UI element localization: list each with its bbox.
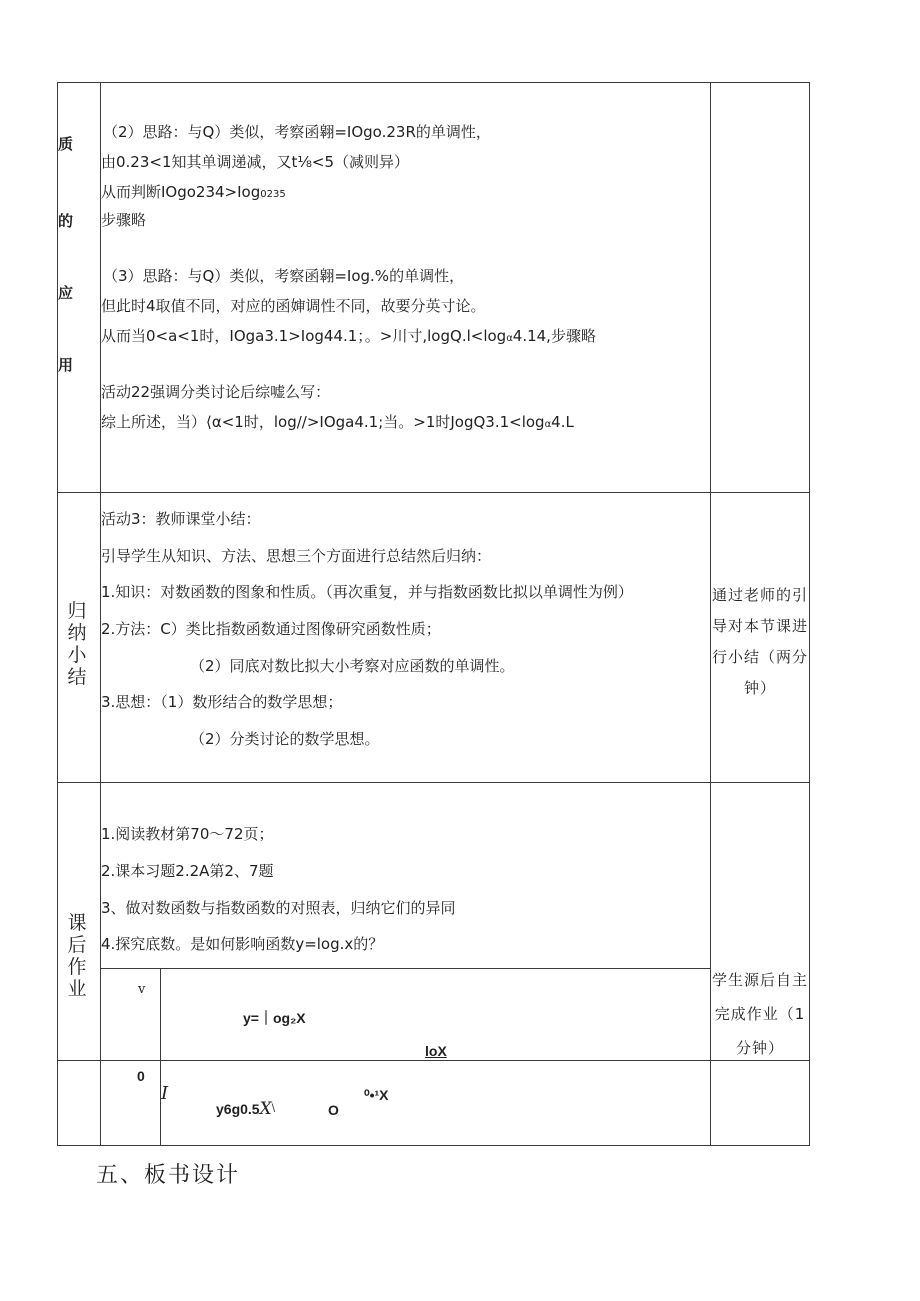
content-line: 步骤略 xyxy=(101,211,147,229)
content-line: 2.方法：C）类比指数函数通过图像研究函数性质； xyxy=(101,620,441,638)
side-char: 的 xyxy=(58,212,74,230)
content-line: 1.阅读教材第70～72页； xyxy=(101,825,274,843)
content-line: （3）思路：与Q）类似，考察函翱=Iog.%的单调性， xyxy=(103,267,465,285)
graph-mark: I xyxy=(161,1083,169,1104)
student-note: 学生源后自主 完成作业（1 分钟） xyxy=(711,971,808,1057)
content-line: 2.课本习题2.2A第2、7题 xyxy=(101,862,274,880)
content-line: 由0.23<1知其单调递减，又t⅛<5（减则异） xyxy=(101,153,410,171)
table-border-left xyxy=(57,82,58,1146)
graph-left-border xyxy=(160,968,161,1146)
side-char: 业 xyxy=(67,978,87,1000)
graph-axis-label: loX xyxy=(425,1043,447,1059)
content-line: 从而当0<a<1时，IOga3.1>Iog44.1；。>川寸,logQ.l<logα4.14,步骤略 xyxy=(101,327,596,345)
side-char: 作 xyxy=(67,956,87,978)
row-divider-2 xyxy=(57,782,809,783)
content-line: （2）分类讨论的数学思想。 xyxy=(190,730,380,748)
subscript: α xyxy=(544,419,552,430)
graph-origin-label: O xyxy=(328,1102,339,1118)
content-line: 活动22强调分类讨论后综嘘么写： xyxy=(101,383,331,401)
table-border-top xyxy=(57,82,809,83)
content-line: 3、做对数函数与指数函数的对照表，归纳它们的异同 xyxy=(101,899,456,917)
content-line: 综上所述，当）⟨α<1时，log//>IOga4.1;当。>1时JogQ3.1<logα4.L xyxy=(101,413,574,431)
graph-axis-label: v xyxy=(138,982,146,997)
teacher-note: 通过老师的引 导对本节课进 行小结（两分 钟） xyxy=(711,586,808,697)
graph-curve-label: y6g0.5X\ xyxy=(216,1099,276,1119)
side-char: 结 xyxy=(67,666,87,688)
section-heading: 五、板书设计 xyxy=(96,1163,241,1188)
graph-origin-label: 0 xyxy=(137,1068,145,1084)
side-char: 课 xyxy=(67,912,87,934)
content-line: 引导学生从知识、方法、思想三个方面进行总结然后归纳： xyxy=(101,547,492,565)
col-divider-1 xyxy=(100,82,101,1146)
content-line: 3.思想：（1）数形结合的数学思想； xyxy=(101,693,343,711)
side-char: 归 xyxy=(67,600,87,622)
content-line: （2）同底对数比拟大小考察对应函数的单调性。 xyxy=(190,657,515,675)
content-line: 但此时4取值不同，对应的函婶调性不同，故要分英寸论。 xyxy=(101,297,486,315)
table-border-bottom xyxy=(57,1145,809,1146)
graph-curve-label: ⁰•¹X xyxy=(364,1087,389,1103)
side-char: 小 xyxy=(67,644,87,666)
table-border-right xyxy=(809,82,810,1146)
graph-top-border xyxy=(100,968,710,969)
subscript: α xyxy=(506,333,513,344)
content-line: 活动3：教师课堂小结： xyxy=(101,510,261,528)
graph-curve-label: y=｜og₂X xyxy=(243,1010,306,1026)
side-char: 后 xyxy=(67,934,87,956)
content-line: 从而判断IOgo234>Iog0235 xyxy=(101,183,286,201)
side-char: 应 xyxy=(58,284,74,302)
row-divider-1 xyxy=(57,492,809,493)
content-line: 1.知识：对数函数的图象和性质。（再次重复，并与指数函数比拟以单调性为例） xyxy=(101,583,633,601)
side-char: 用 xyxy=(58,356,74,374)
content-line: （2）思路：与Q）类似，考察函翱=IOgo.23R的单调性， xyxy=(103,123,491,141)
content-line: 4.探究底数。是如何影响函数y=log.x的？ xyxy=(101,935,384,953)
side-char: 质 xyxy=(58,135,74,153)
side-char: 纳 xyxy=(67,622,87,644)
subscript: 0235 xyxy=(260,189,286,200)
